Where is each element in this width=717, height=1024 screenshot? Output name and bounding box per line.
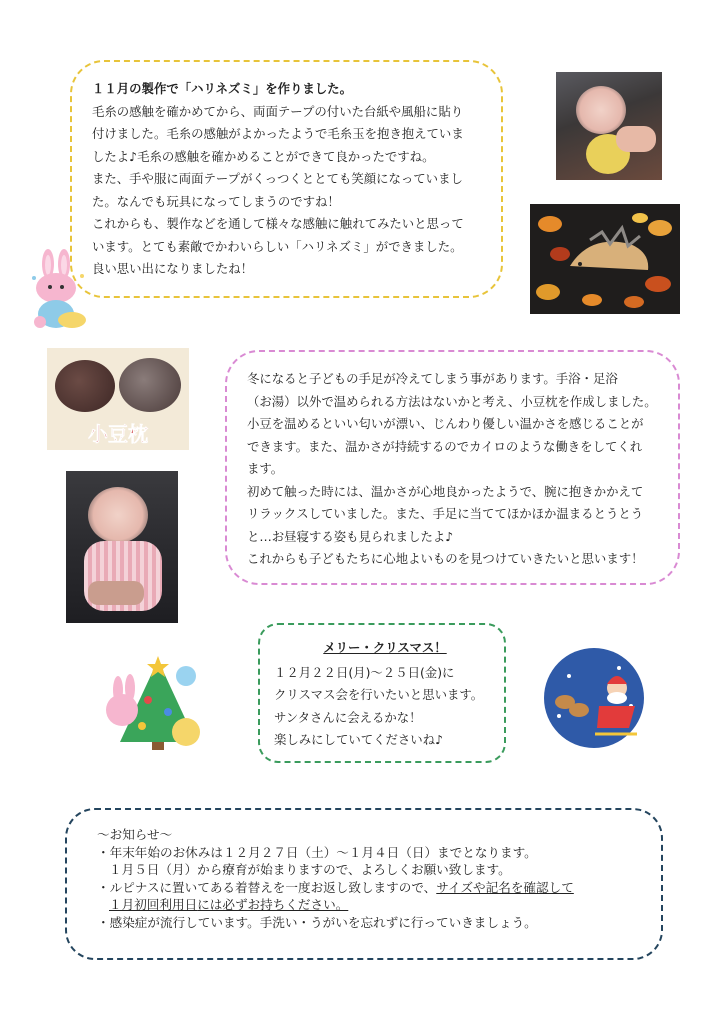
notice-text: から療育が始まりますので、よろしくお願い致します。 <box>197 862 511 877</box>
azuki-line: リラックスしていました。また、手足に当ててほかほか温まるとうとう <box>247 506 644 521</box>
bunny-illustration <box>22 248 92 334</box>
child-yarn-photo <box>556 72 662 180</box>
announcements-heading: ～お知らせ～ <box>97 827 173 842</box>
notice-item-clothes-cont <box>97 896 651 914</box>
hedgehog-line: 付けました。毛糸の感触がよかったようで毛糸玉を抱き抱えていま <box>92 126 464 141</box>
notice-item-clothes <box>97 879 651 897</box>
hedgehog-line: います。とても素敵でかわいらしい「ハリネズミ」ができました。 <box>92 238 463 254</box>
christmas-line: １２月２２日(月)～２５日(金)に <box>274 664 455 680</box>
azuki-line: できます。また、温かさが持続するのでカイロのような働きをしてくれ <box>247 438 643 454</box>
announcements-box <box>65 808 663 960</box>
notice-underlined: には必ずお持ちください。 <box>197 897 349 912</box>
hedgehog-line: 毛糸の感触を確かめてから、両面テープの付いた台紙や風船に貼り <box>92 103 464 119</box>
azuki-line: 小豆を温めるといい匂いが漂い、じんわり優しい温かさを感じることが <box>247 416 644 431</box>
santa-sleigh-illustration <box>539 646 649 750</box>
hedgehog-line: 良い思い出になりましたね！ <box>92 261 254 276</box>
christmas-line: 楽しみにしていてくださいね♪ <box>274 732 443 747</box>
hedgehog-line: したよ♪毛糸の感触を確かめることができて良かったですね。 <box>92 148 435 164</box>
notice-text: ・ルピナスに置いてある着替えを一度お返し致しますので、 <box>97 879 437 895</box>
azuki-line: これからも子どもたちに心地よいものを見つけていきたいと思います！ <box>247 551 644 566</box>
azuki-article-box <box>225 350 680 585</box>
hedgehog-title: １１月の製作で「ハリネズミ」を作りました。 <box>92 81 352 96</box>
azuki-line: 冬になると子どもの手足が冷えてしまう事があります。手浴・足浴 <box>247 371 618 386</box>
azuki-line: と…お昼寝する姿も見られましたよ♪ <box>247 528 454 544</box>
notice-underlined: サイズや記名を確認して <box>436 879 574 895</box>
notice-item-infection: ・感染症が流行しています。手洗い・うがいを忘れずに行っていきましょう。 <box>97 914 537 930</box>
notice-item-restart <box>97 861 651 879</box>
christmas-title: メリー・クリスマス！ <box>323 640 447 655</box>
azuki-pillow-photo <box>47 348 189 450</box>
azuki-photo-label: 小豆枕 <box>88 422 148 446</box>
christmas-line: サンタさんに会えるかな！ <box>274 709 422 725</box>
azuki-line: （お湯）以外で温められる方法はないかと考え、小豆枕を作成しました。 <box>247 393 657 409</box>
christmas-line: クリスマス会を行いたいと思います。 <box>274 687 484 702</box>
hedgehog-article-box <box>70 60 503 298</box>
notice-underlined: １月初回利用日 <box>109 897 198 912</box>
azuki-line: 初めて触った時には、温かさが心地良かったようで、腕に抱きかかえて <box>247 483 644 499</box>
notice-text: までとなります。 <box>437 844 537 860</box>
child-azuki-photo <box>66 471 178 623</box>
notice-item-holiday <box>97 844 651 862</box>
notice-date: １月５日（月） <box>109 862 198 877</box>
christmas-notice-box <box>258 623 506 763</box>
hedgehog-line: また、手や服に両面テープがくっつくととても笑顔になっていまし <box>92 171 463 186</box>
hedgehog-line: た。なんでも玩具になってしまうのですね！ <box>92 193 340 209</box>
notice-dates: １２月２７日（土）～１月４日（日） <box>222 844 438 860</box>
christmas-tree-illustration <box>96 652 214 752</box>
hedgehog-line: これからも、製作などを通して様々な感触に触れてみたいと思って <box>92 216 464 231</box>
hedgehog-craft-photo <box>530 204 680 314</box>
azuki-line: ます。 <box>247 461 284 476</box>
notice-text: ・年末年始のお休みは <box>97 844 223 860</box>
